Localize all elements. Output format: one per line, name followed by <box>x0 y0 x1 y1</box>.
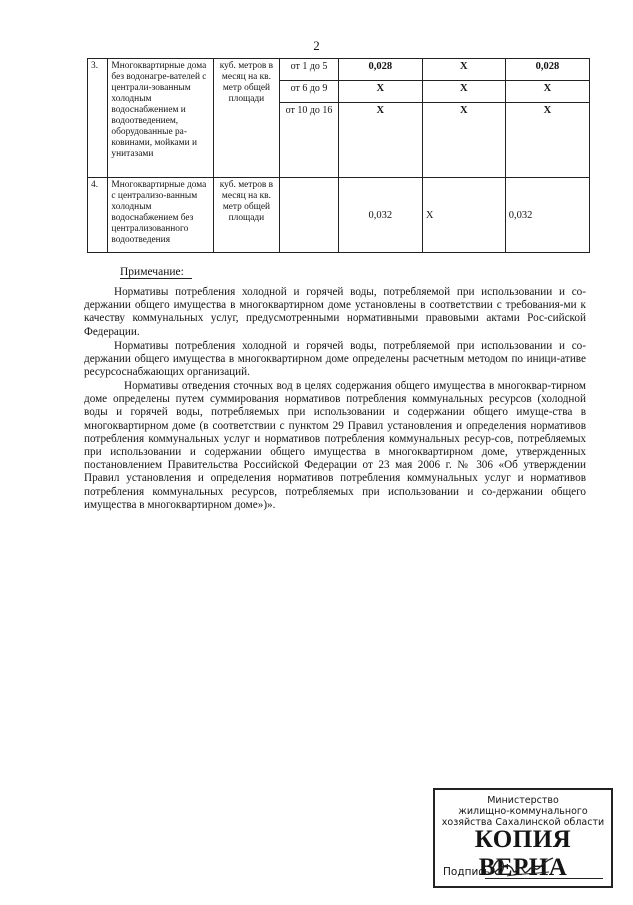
value-cell: Х <box>422 178 505 253</box>
note-paragraph: Нормативы потребления холодной и горячей воды, потребляемой при использовании и со-держании общего имущества в многоквартирном доме определены расчетным методом по иници-ативе ресурсоснабжающих организаций. <box>84 340 586 379</box>
value-cell: Х <box>422 59 505 81</box>
floors-range-cell: от 10 до 16 <box>280 103 338 178</box>
value-cell: Х <box>422 81 505 103</box>
stamp-org-line: хозяйства Сахалинской области <box>441 817 605 828</box>
building-type-cell: Многоквартирные дома с централизо-ванным холодным водоснабжением без централизованного водоотведения <box>108 178 213 253</box>
value-cell: Х <box>505 81 589 103</box>
row-number: 3. <box>88 59 108 178</box>
value-cell: 0,028 <box>505 59 589 81</box>
stamp-organization <box>435 795 611 828</box>
table-row <box>88 178 590 253</box>
stamp-title: КОПИЯ ВЕРНА <box>474 826 572 881</box>
stamp-org-line: Министерство <box>487 795 559 806</box>
value-cell: 0,028 <box>338 59 422 81</box>
stamp-org-line: жилищно-коммунального <box>458 806 588 817</box>
handwritten-signature <box>487 852 557 882</box>
floors-range-cell <box>280 178 338 253</box>
note-label: Примечание: <box>120 266 184 278</box>
certified-copy-stamp <box>433 788 613 888</box>
value-cell: Х <box>505 103 589 178</box>
row-number: 4. <box>88 178 108 253</box>
value-cell: Х <box>338 103 422 178</box>
page-number: 2 <box>313 38 320 53</box>
unit-cell: куб. метров в месяц на кв. метр общей площади <box>213 178 280 253</box>
table-row <box>88 59 590 81</box>
note-underline <box>120 278 192 279</box>
building-type-cell: Многоквартирные дома без водонагре-вателей с централи-зованным холодным водоснабжением и водоотведением, оборудованные ра-ковинами, мойками и унитазами <box>108 59 213 178</box>
signature-label: Подпись <box>443 866 491 878</box>
floors-range-cell: от 6 до 9 <box>280 81 338 103</box>
value-cell: 0,032 <box>338 178 422 253</box>
value-cell: Х <box>338 81 422 103</box>
note-paragraph: Нормативы отведения сточных вод в целях содержания общего имущества в многоквар-тирном доме определены путем суммирования нормативов потребления коммунальных ресурсов (холодной воды и горячей воды, потребляемых при использовании и содержании общего имуще-ства в многоквартирном доме (в соответствии с пунктом 29 Правил установления и определения нормативов потребления коммунальных услуг и нормативов потребления коммунальных ресур-сов, потребляемых при использовании и содержании общего имущества в многоквартирном доме, утвержденных постановлением Правительства Российской Федерации от 23 мая 2006 г. № 306 «Об утверждении Правил установления и определения нормативов потребления коммунальных услуг и нормативов потребления коммунальных ресурсов, потребляемых при использовании и со-держании общего имущества в многоквартирном доме»)». <box>84 380 586 511</box>
unit-cell: куб. метров в месяц на кв. метр общей площади <box>213 59 280 178</box>
floors-range-cell: от 1 до 5 <box>280 59 338 81</box>
note-paragraph: Нормативы потребления холодной и горячей воды, потребляемой при использовании и со-держании общего имущества в многоквартирном доме установлены в соответствии с требования-ми к качеству коммунальных услуг, предусмотренными нормативными правовыми актами Рос-сийской Федерации. <box>84 286 586 338</box>
norms-table <box>87 58 590 253</box>
value-cell: 0,032 <box>505 178 589 253</box>
value-cell: Х <box>422 103 505 178</box>
